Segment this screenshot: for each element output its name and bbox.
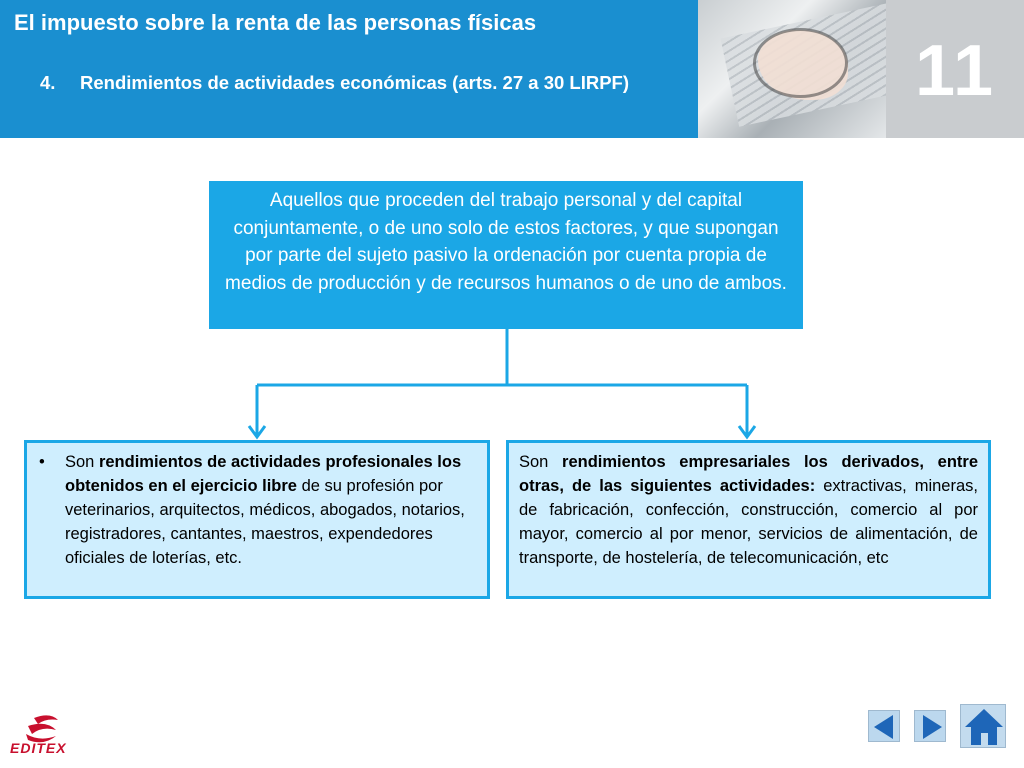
section-number: 4. xyxy=(40,72,56,93)
triangle-left-icon xyxy=(869,711,901,743)
right-box-rest: extractivas, mineras, de fabricación, confección, construcción, comercio al por mayor, comercio al por menor, servicios de alimentación, de transporte, de hostelería, de telecomunicación, etc xyxy=(519,477,978,567)
left-box-rest: de su profesión por veterinarios, arquitectos, médicos, abogados, notarios, registradores, cantantes, maestros, expendedores oficiales de loterías, etc. xyxy=(65,477,465,567)
section-title: Rendimientos de actividades económicas (arts. 27 a 30 LIRPF) xyxy=(80,72,630,93)
chapter-number: 11 xyxy=(914,31,996,111)
arrow-head-left-icon xyxy=(249,426,265,437)
header-photo xyxy=(698,0,886,138)
left-box-prefix: Son xyxy=(65,453,99,471)
left-box-bold: rendimientos de actividades profesionales los obtenidos en el ejercicio libre xyxy=(65,453,462,495)
arrow-head-right-icon xyxy=(739,426,755,437)
page-title: El impuesto sobre la renta de las personas físicas xyxy=(14,10,537,35)
logo-text: EDITEX xyxy=(10,740,67,756)
business-income-box xyxy=(506,440,991,599)
home-icon xyxy=(961,705,1007,749)
right-box-bold: rendimientos empresariales los derivados, entre otras, de las siguientes actividades: xyxy=(519,453,978,495)
professional-income-box xyxy=(24,440,490,599)
section-subtitle xyxy=(40,72,629,94)
home-button[interactable] xyxy=(960,704,1006,748)
magnifier-image xyxy=(753,28,848,98)
previous-slide-button[interactable] xyxy=(868,710,900,742)
definition-text: Aquellos que proceden del trabajo personal y del capital conjuntamente, o de uno solo de estos factores, y que supongan por parte del sujeto pasivo la ordenación por cuenta propia de medios de producción y de recursos humanos o de uno de ambos. xyxy=(225,190,787,294)
right-box-prefix: Son xyxy=(519,453,563,471)
bullet: • xyxy=(39,453,45,471)
next-slide-button[interactable] xyxy=(914,710,946,742)
triangle-right-icon xyxy=(915,711,947,743)
definition-box xyxy=(209,181,803,329)
